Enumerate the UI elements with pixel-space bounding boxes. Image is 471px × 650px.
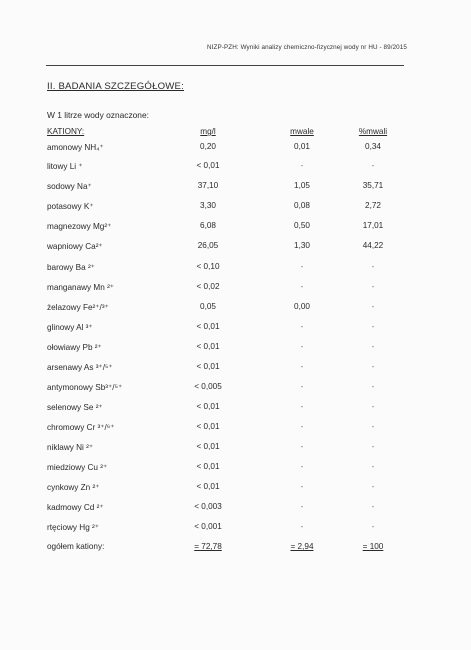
mval-value: - [300, 462, 304, 471]
mval-value: - [300, 262, 304, 271]
mgl-value: 6,08 [200, 221, 216, 230]
total-mgl: = 72,78 [194, 542, 222, 551]
pct-value: - [371, 522, 375, 531]
col-header-mval: mwale [290, 127, 314, 136]
mval-value: 0,00 [294, 302, 310, 311]
total-pct: = 100 [362, 542, 384, 551]
mval-value: 0,50 [294, 221, 310, 230]
mgl-value: < 0,01 [196, 462, 220, 471]
mgl-value: 0,20 [200, 142, 216, 151]
mval-value: - [300, 482, 304, 491]
pct-value: - [371, 262, 375, 271]
cation-name: amonowy NH₄⁺ [47, 143, 104, 152]
pct-value: 44,22 [362, 241, 384, 250]
mgl-value: < 0,01 [196, 342, 220, 351]
pct-value: - [371, 422, 375, 431]
mval-value: - [300, 322, 304, 331]
cation-name: litowy Li ⁺ [47, 162, 83, 171]
mgl-value: < 0,001 [194, 522, 222, 531]
mval-value: 0,08 [294, 201, 310, 210]
cation-name: miedziowy Cu ²⁺ [47, 463, 108, 472]
cation-name: barowy Ba ²⁺ [47, 263, 96, 272]
pct-value: - [371, 362, 375, 371]
pct-value: - [371, 402, 375, 411]
section-title: II. BADANIA SZCZEGÓŁOWE: [47, 81, 185, 92]
mgl-value: < 0,01 [196, 422, 220, 431]
mgl-value: < 0,01 [196, 402, 220, 411]
mgl-value: 3,30 [200, 201, 216, 210]
pct-value: - [371, 462, 375, 471]
mgl-value: 26,05 [197, 241, 219, 250]
pct-value: 2,72 [365, 201, 381, 210]
cation-name: manganawy Mn ²⁺ [47, 283, 115, 292]
pct-value: 35,71 [362, 181, 384, 190]
cation-name: kadmowy Cd ²⁺ [47, 503, 104, 512]
mgl-value: 0,05 [200, 302, 216, 311]
mgl-value: < 0,005 [194, 382, 222, 391]
cation-name: cynkowy Zn ²⁺ [47, 483, 100, 492]
mval-value: 1,30 [294, 241, 310, 250]
col-header-pct: %mwali [358, 127, 388, 136]
pct-value: - [371, 382, 375, 391]
pct-value: - [371, 442, 375, 451]
header-rule [46, 65, 404, 66]
cation-name: magnezowy Mg²⁺ [47, 222, 112, 231]
mval-value: - [300, 522, 304, 531]
mval-value: - [300, 342, 304, 351]
mgl-value: < 0,01 [196, 161, 220, 170]
cation-name: potasowy K⁺ [47, 202, 94, 211]
total-mval: = 2,94 [290, 542, 314, 551]
pct-value: - [371, 282, 375, 291]
cation-name: arsenawy As ³⁺/⁵⁺ [47, 363, 113, 372]
mval-value: - [300, 442, 304, 451]
mgl-value: < 0,01 [196, 362, 220, 371]
pct-value: - [371, 302, 375, 311]
intro-text: W 1 litrze wody oznaczone: [47, 110, 149, 120]
mgl-value: < 0,10 [196, 262, 220, 271]
pct-value: - [371, 502, 375, 511]
cation-name: glinowy Al ³⁺ [47, 323, 93, 332]
pct-value: - [371, 161, 375, 170]
col-header-cations: KATIONY: [47, 127, 85, 136]
mval-value: - [300, 422, 304, 431]
pct-value: - [371, 342, 375, 351]
pct-value: 0,34 [365, 142, 381, 151]
cation-name: chromowy Cr ³⁺/⁶⁺ [47, 423, 115, 432]
total-label: ogółem kationy: [47, 542, 105, 551]
mval-value: 1,05 [294, 181, 310, 190]
cation-name: sodowy Na⁺ [47, 182, 92, 191]
mval-value: - [300, 402, 304, 411]
mgl-value: < 0,01 [196, 322, 220, 331]
mval-value: - [300, 282, 304, 291]
cation-name: antymonowy Sb³⁺/⁵⁺ [47, 383, 123, 392]
mgl-value: < 0,003 [194, 502, 222, 511]
cation-name: żelazowy Fe²⁺/³⁺ [47, 303, 109, 312]
mgl-value: < 0,01 [196, 482, 220, 491]
mgl-value: < 0,02 [196, 282, 220, 291]
cation-name: selenowy Se ²⁺ [47, 403, 103, 412]
mval-value: - [300, 161, 304, 170]
document-header: NIZP-PZH: Wyniki analizy chemiczno-fizycznej wody nr HU - 89/2015 [207, 44, 407, 51]
cation-name: ołowiawy Pb ²⁺ [47, 343, 102, 352]
mgl-value: 37,10 [197, 181, 219, 190]
mval-value: - [300, 362, 304, 371]
cation-name: rtęciowy Hg ²⁺ [47, 523, 100, 532]
pct-value: 17,01 [362, 221, 384, 230]
mval-value: - [300, 502, 304, 511]
pct-value: - [371, 482, 375, 491]
mval-value: - [300, 382, 304, 391]
mval-value: 0,01 [294, 142, 310, 151]
cation-name: wapniowy Ca²⁺ [47, 242, 103, 251]
cation-name: niklawy Ni ²⁺ [47, 443, 94, 452]
col-header-mgl: mg/l [200, 127, 216, 136]
mgl-value: < 0,01 [196, 442, 220, 451]
pct-value: - [371, 322, 375, 331]
